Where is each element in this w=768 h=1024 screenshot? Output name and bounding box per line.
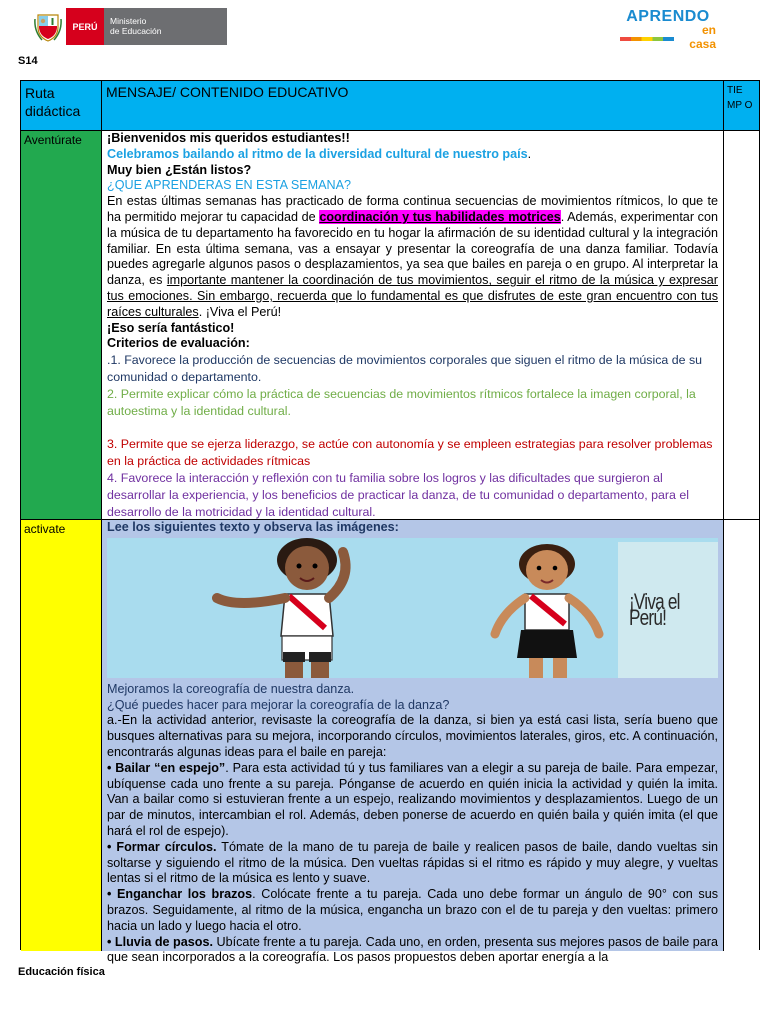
footer-subject: Educación física — [18, 966, 105, 978]
page-header — [30, 8, 750, 51]
criteria-title: Criterios de evaluación: — [107, 336, 250, 351]
dancers-illustration — [107, 538, 637, 678]
color-bar — [620, 37, 674, 41]
header-mensaje: MENSAJE/ CONTENIDO EDUCATIVO — [102, 81, 723, 131]
highlight-coordination: coordinación y tus habilidades motrices — [319, 209, 561, 224]
criterion-4: 4. Favorece la interacción y reflexión con tu familia sobre los logros y las dificultades que surgieron al desarrollar la experiencia, y los beneficios de practicar la danza, de tu comunidad o departamento, para el desarrollo de la motricidad y la identidad cultural. — [107, 471, 690, 520]
label-aventurate: Aventúrate — [21, 131, 102, 520]
idea-hook-arms: • Enganchar los brazos. Colócate frente a tu pareja. Cada uno debe formar un ángulo de 90° con sus brazos. Seguidamente, al ritmo de la música, engancha un brazo con el de tu pareja y den vueltas: primero hacia un lado y luego hacia el otro. — [107, 887, 718, 933]
idea-mirror: • Bailar “en espejo”. Para esta actividad tú y tus familiares van a elegir a su pareja de baile. Para empezar, ubíquense cada uno frente a su pareja. Pónganse de acuerdo en quién inicia la actividad y quién la imita. Van a bailar como si estuvieran frente a un espejo, realizando movimientos y desplazamientos. Luego de un par de minutos, intercambian el rol. Además, deben ponerse de acuerdo en quién baila y quién imita (el que hará el rol de espejo). — [107, 760, 718, 838]
dancer-girl-icon — [495, 544, 599, 678]
lesson-table — [20, 80, 760, 965]
aventurate-content — [102, 131, 723, 520]
intro-paragraph: En estas últimas semanas has practicado de forma continua secuencias de movimientos rítmicos, lo que te ha permitido mejorar tu capacidad de coordinación y tus habilidades motrices. Además, experimentar con la música de tu departamento ha favorecido en tu hogar la afirmación de su identidad cultural y la integración familiar. En esta última semana, vas a ensayar y presentar la coreografía de una danza familiar. Todavía puedes agregarle algunos pasos o desplazamientos, ya sea que bailes en pareja o en grupo. Al interpretar la danza, es importante mantener la coordinación de tus movimientos, seguir el ritmo de la música y expresar tus emociones. Sin embargo, recuerda que lo fundamental es que disfrutes de este gran encuentro con tus raíces culturales. ¡Viva el Perú! — [107, 194, 718, 319]
aprendo-en-casa-logo: APRENDO en casa — [620, 8, 716, 46]
time-cell-1 — [723, 131, 759, 520]
peru-label: PERÚ — [66, 8, 104, 45]
dancers-image — [107, 538, 718, 678]
label-activate: activate — [21, 520, 102, 951]
greeting: ¡Bienvenidos mis queridos estudiantes!! — [107, 131, 350, 145]
ready-question: Muy bien ¿Están listos? — [107, 162, 252, 177]
time-cell-2 — [723, 520, 759, 951]
header-ruta-didactica: Ruta didáctica — [21, 81, 102, 131]
read-instruction: Lee los siguientes texto y observa las imágenes: — [107, 520, 399, 534]
criterion-2: 2. Permite explicar cómo la práctica de secuencias de movimientos rítmicos fortalece la imagen corporal, la autoestima y la identidad cultural. — [107, 387, 696, 419]
activate-content — [102, 520, 723, 965]
paragraph-a: a.-En la actividad anterior, revisaste la coreografía de la danza, si bien ya está casi lista, sería bueno que busques alternativas para su mejora, incorporando círculos, movimientos laterales, giros, etc. A continuación, encontrarás algunas ideas para el baile en pareja: — [107, 713, 718, 759]
week-question: ¿QUE APRENDERAS EN ESTA SEMANA? — [107, 178, 352, 193]
improve-question: ¿Qué puedes hacer para mejorar la coreografía de la danza? — [107, 697, 450, 712]
dancer-boy-icon — [217, 538, 346, 678]
ministerio-label: Ministerio de Educación — [104, 8, 227, 45]
criterion-1: .1. Favorece la producción de secuencias de movimientos corporales que siguen el ritmo de la música de su comunidad o departamento. — [107, 353, 703, 385]
idea-circles: • Formar círculos. Tómate de la mano de tu pareja de baile y realicen pasos de baile, dando vueltas sin soltarse y siguiendo el ritmo de la música. Den vueltas rápidas si el ritmo es rápido y muy alegre, y vueltas lentas si el ritmo de la música es lento y suave. — [107, 839, 718, 886]
session-code: S14 — [18, 55, 38, 67]
idea-steps-rain: • Lluvia de pasos. Ubícate frente a tu pareja. Cada uno, en orden, presenta sus mejores pasos de baile para que sean incorporados a la coreografía. Los pasos propuestos deben aportar energía a la — [107, 934, 718, 965]
improve-title: Mejoramos la coreografía de nuestra danza. — [107, 681, 355, 696]
minedu-logo — [30, 8, 227, 45]
criterion-3: 3. Permite que se ejerza liderazgo, se actúe con autonomía y se empleen estrategias para resolver problemas en la práctica de actividades rítmicas — [107, 437, 713, 469]
fantastic: ¡Eso sería fantástico! — [107, 320, 235, 335]
theme: Celebramos bailando al ritmo de la diversidad cultural de nuestro país. — [107, 146, 532, 161]
peru-shield-icon — [30, 8, 66, 45]
viva-el-peru-banner: ¡Viva el Perú! — [618, 542, 718, 678]
header-tiempo: TIE MP O — [723, 81, 759, 131]
